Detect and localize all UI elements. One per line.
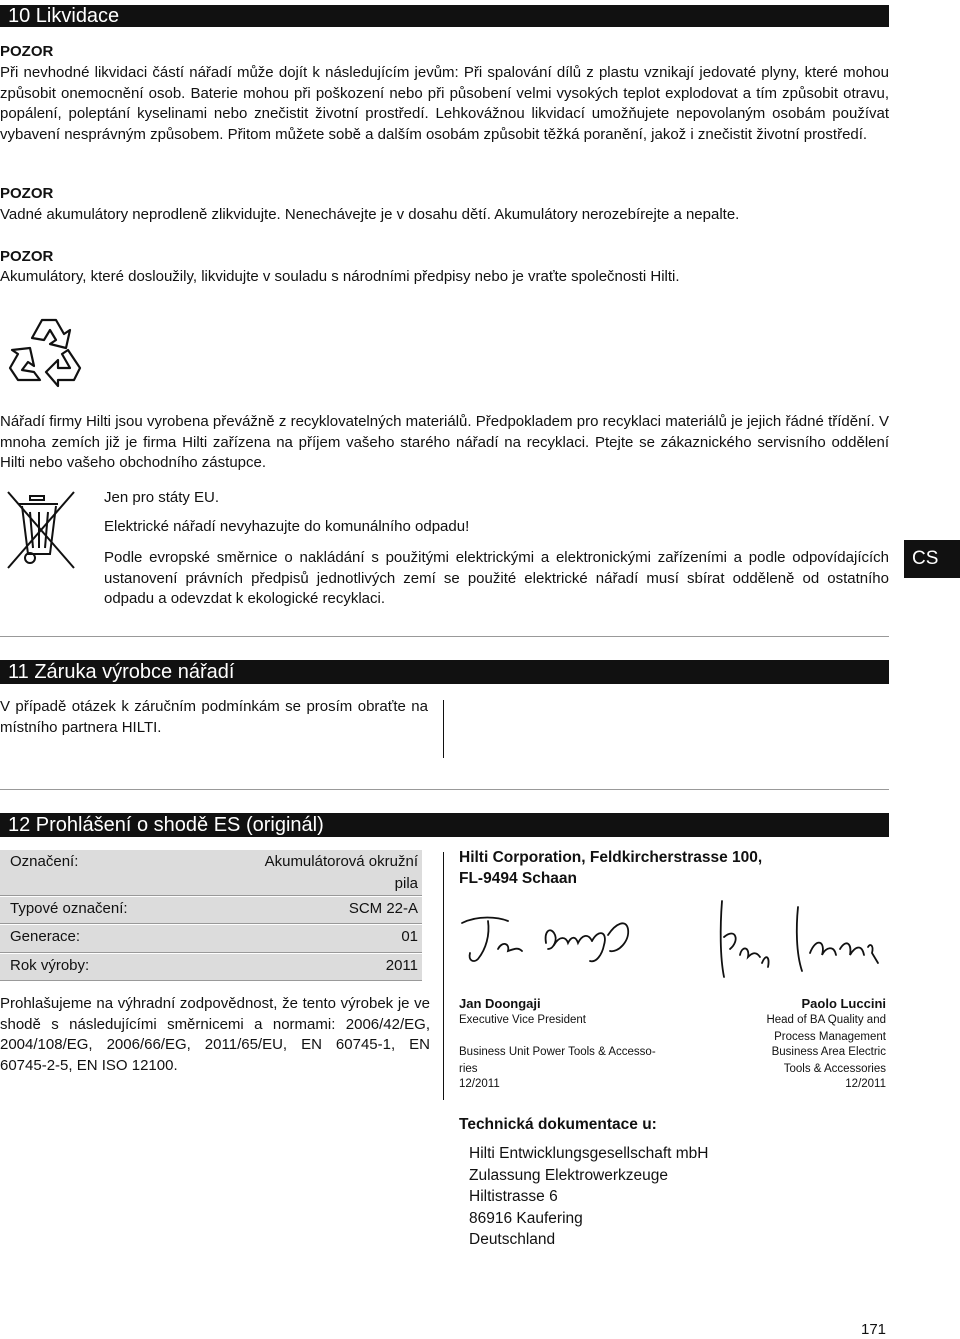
eu-directive-text: Podle evropské směrnice o nakládání s použitými elektrickými a elektronickými zařízeními a podle odpovídajících ustanovení právních předpisů jednotlivých zemí se použité elektrické nářadí musí sbírat odděleně od ostatního odpadu a odevzdat k ekologické recyklaci. xyxy=(104,549,889,607)
address-line: Deutschland xyxy=(469,1231,556,1248)
signer2-unit-1: Business Area Electric xyxy=(771,1046,886,1058)
signature-paolo-luccini xyxy=(706,897,886,981)
signer2-unit-2: Tools & Accessories xyxy=(783,1063,886,1075)
spec-value-designation-2: pila xyxy=(394,875,418,892)
section-11-header xyxy=(0,660,889,684)
section-11-rule xyxy=(0,636,889,637)
spec-row-year xyxy=(0,954,422,981)
signer1-name: Jan Doongaji xyxy=(459,996,541,1011)
recycle-icon xyxy=(4,314,86,388)
warning-text-3: Akumulátory, které dosloužily, likvidujte v souladu s národními předpisy nebo je vraťte společnosti Hilti. xyxy=(0,268,680,285)
signer2-role-1: Head of BA Quality and xyxy=(766,1014,886,1026)
spec-row-type xyxy=(0,897,422,924)
warning-label-1: POZOR xyxy=(0,43,54,60)
warning-label-3: POZOR xyxy=(0,248,54,265)
spec-key-type: Typové označení: xyxy=(10,900,128,917)
signer2-role-2: Process Management xyxy=(774,1031,886,1043)
signer1-role: Executive Vice President xyxy=(459,1014,586,1026)
tech-doc-label: Technická dokumentace u: xyxy=(459,1116,657,1133)
section-12-title: 12 Prohlášení o shodě ES (originál) xyxy=(8,814,324,836)
section-10-title: 10 Likvidace xyxy=(8,5,120,27)
signer2-date: 12/2011 xyxy=(845,1078,886,1090)
page-number: 171 xyxy=(861,1321,887,1338)
signer2-name: Paolo Luccini xyxy=(801,996,886,1011)
section-12-rule xyxy=(0,789,889,790)
eu-only-text: Jen pro státy EU. xyxy=(104,489,220,506)
address-line: Hiltistrasse 6 xyxy=(469,1188,558,1205)
column-divider-2 xyxy=(443,852,444,1100)
address-line: Hilti Entwicklungsgesellschaft mbH xyxy=(469,1145,709,1162)
spec-value-generation: 01 xyxy=(401,928,418,945)
spec-row-designation xyxy=(0,850,422,896)
spec-key-designation: Označení: xyxy=(10,853,79,870)
recycle-text: Nářadí firmy Hilti jsou vyrobena převážně z recyklovatelných materiálů. Předpokladem pro recyklaci materiálů je jejich řádné třídění. V mnoha zemích již je firma Hilti zařízena na příjem vašeho starého nářadí na recyklaci. Ptejte se zákaznického servisního oddělení Hilti nebo vašeho obchodního zástupce. xyxy=(0,413,889,471)
declaration-text: Prohlašujeme na výhradní zodpovědnost, že tento výrobek je ve shodě s následujícími směrnicemi a normami: 2006/42/EG, 2004/108/EG, 2006/66/EG, 2011/65/EU, EN 60745-1, EN 60745-2-5, EN ISO 12100. xyxy=(0,995,430,1074)
address-line: 86916 Kaufering xyxy=(469,1209,583,1227)
signer1-unit-1: Business Unit Power Tools & Accesso- xyxy=(459,1046,656,1058)
warning-text-2: Vadné akumulátory neprodleně zlikvidujte. Nenechávejte je v dosahu dětí. Akumulátory nerozebírejte a nepalte. xyxy=(0,206,740,223)
warning-label-2: POZOR xyxy=(0,185,54,202)
company-line-1: Hilti Corporation, Feldkircherstrasse 100, xyxy=(459,849,763,866)
address-line: Zulassung Elektrowerkzeuge xyxy=(469,1166,669,1184)
spec-key-generation: Generace: xyxy=(10,928,81,945)
section-11-title: 11 Záruka výrobce nářadí xyxy=(8,661,235,683)
signature-jan-doongaji xyxy=(458,905,638,975)
spec-value-year: 2011 xyxy=(385,957,418,974)
signer1-date: 12/2011 xyxy=(459,1078,500,1090)
warranty-text: V případě otázek k záručním podmínkám se prosím obraťte na místního partnera HILTI. xyxy=(0,698,428,736)
spec-row-generation xyxy=(0,925,422,953)
eu-no-household-text: Elektrické nářadí nevyhazujte do komunálního odpadu! xyxy=(104,518,470,535)
language-badge: CS xyxy=(904,540,960,578)
company-line-2: FL-9494 Schaan xyxy=(459,870,578,887)
section-12-header xyxy=(0,813,889,837)
spec-key-year: Rok výroby: xyxy=(10,957,90,974)
tech-doc-address xyxy=(469,1143,708,1251)
spec-value-designation-1: Akumulátorová okružní xyxy=(264,853,418,870)
warning-text-1: Při nevhodné likvidaci částí nářadí může dojít k následujícím jevům: Při spalování dílů z plastu vznikají jedovaté plyny, které mohou způsobit onemocnění osob. Baterie mohou při poškození nebo při působení velmi vysokých teplot explodovat a tím způsobit otravu, popálení, poleptání kyselinami nebo znečistit životní prostředí. Lehkovážnou likvidací umožňujete nepovolaným osobám používat vybavení nesprávným způsobem. Přitom můžete sobě a dalším osobám způsobit těžká poranění, jakož i znečistit životní prostředí. xyxy=(0,64,889,143)
section-10-header xyxy=(0,5,889,27)
spec-value-type: SCM 22-A xyxy=(348,900,418,917)
column-divider xyxy=(443,700,444,758)
crossed-bin-icon xyxy=(4,488,82,572)
signer1-unit-2: ries xyxy=(459,1063,478,1075)
